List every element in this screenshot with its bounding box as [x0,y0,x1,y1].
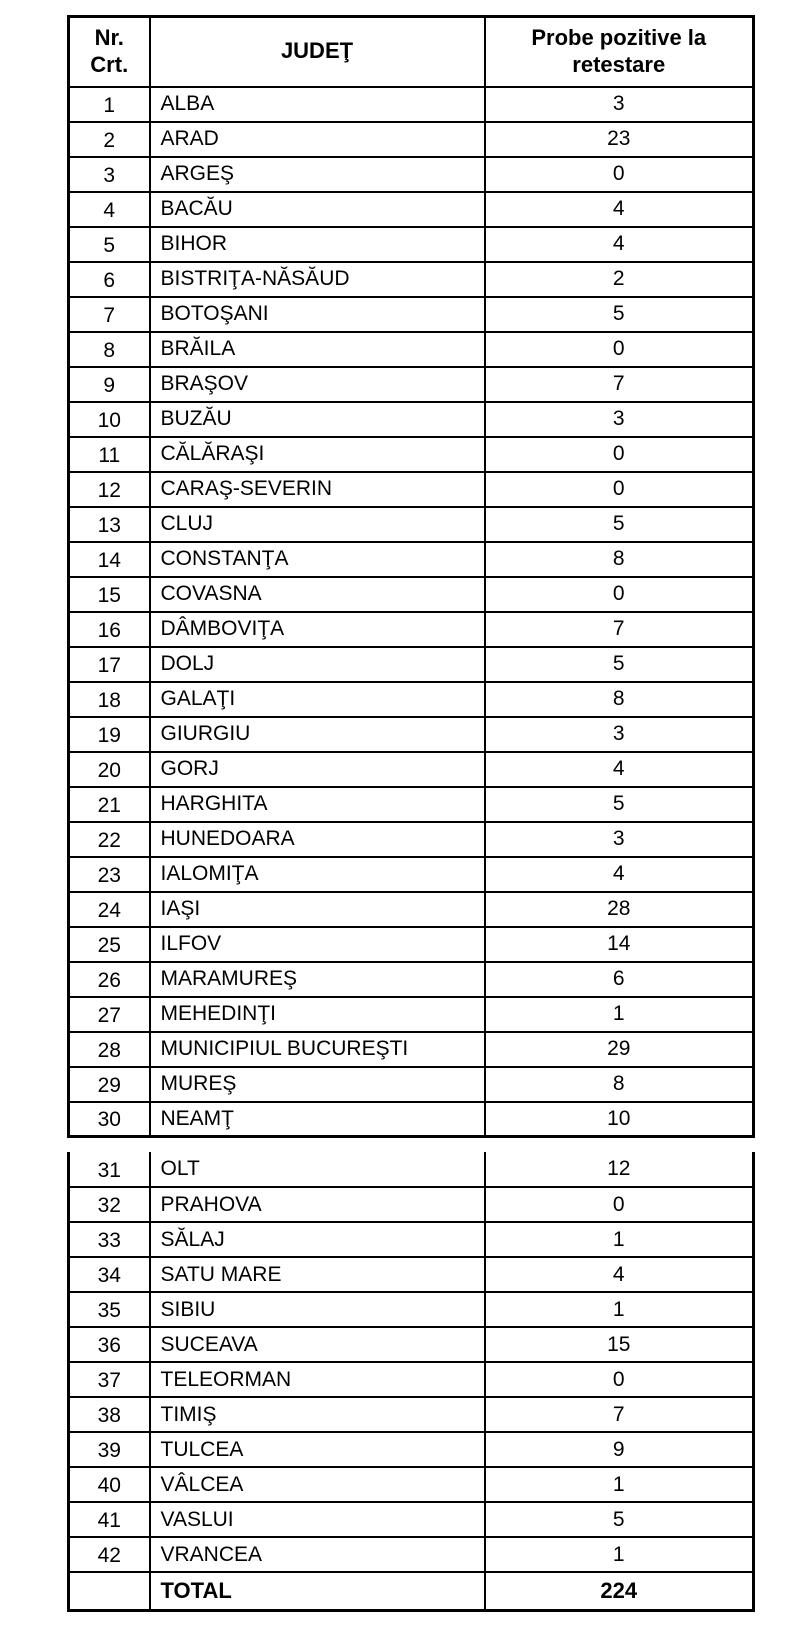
value-cell: 4 [485,1257,754,1292]
value-cell: 0 [485,157,754,192]
table-row [69,87,754,122]
row-number-cell: 28 [69,1032,150,1067]
total-label-cell: TOTAL [150,1572,485,1610]
value-cell: 1 [485,997,754,1032]
table-row [69,1537,754,1572]
value-cell: 1 [485,1467,754,1502]
county-cell: MARAMUREŞ [150,962,485,997]
county-cell: SUCEAVA [150,1327,485,1362]
county-cell: BIHOR [150,227,485,262]
row-number-cell: 1 [69,87,150,122]
county-cell: BRAŞOV [150,367,485,402]
county-cell: CONSTANŢA [150,542,485,577]
row-number-cell: 22 [69,822,150,857]
table-row [69,1067,754,1102]
county-cell: VRANCEA [150,1537,485,1572]
value-cell: 5 [485,1502,754,1537]
table-row [69,682,754,717]
row-number-cell: 27 [69,997,150,1032]
county-cell: CLUJ [150,507,485,542]
row-number-cell: 12 [69,472,150,507]
table-row [69,332,754,367]
value-cell: 0 [485,437,754,472]
value-cell: 0 [485,1187,754,1222]
county-cell: MUREŞ [150,1067,485,1102]
row-number-cell: 35 [69,1292,150,1327]
county-cell: PRAHOVA [150,1187,485,1222]
value-cell: 0 [485,472,754,507]
county-cell: BACĂU [150,192,485,227]
table-row [69,1327,754,1362]
county-cell: GALAŢI [150,682,485,717]
value-cell: 1 [485,1292,754,1327]
county-cell: OLT [150,1152,485,1187]
row-number-cell: 24 [69,892,150,927]
value-cell: 1 [485,1222,754,1257]
table-row [69,227,754,262]
row-number-cell: 26 [69,962,150,997]
table-row [69,1187,754,1222]
row-number-cell: 36 [69,1327,150,1362]
table-row [69,717,754,752]
table-row [69,752,754,787]
row-number-cell: 15 [69,577,150,612]
county-cell: HARGHITA [150,787,485,822]
value-cell: 5 [485,787,754,822]
county-cell: BUZĂU [150,402,485,437]
value-cell: 9 [485,1432,754,1467]
county-cell: ALBA [150,87,485,122]
row-number-cell: 17 [69,647,150,682]
table-row [69,122,754,157]
total-value-cell: 224 [485,1572,754,1610]
value-cell: 8 [485,542,754,577]
table-row [69,192,754,227]
county-cell: CARAŞ-SEVERIN [150,472,485,507]
county-cell: SĂLAJ [150,1222,485,1257]
row-number-cell: 38 [69,1397,150,1432]
table-row [69,787,754,822]
value-cell: 1 [485,1537,754,1572]
county-cell: MEHEDINŢI [150,997,485,1032]
county-cell: IALOMIŢA [150,857,485,892]
table-row [69,367,754,402]
row-number-cell: 25 [69,927,150,962]
value-cell: 2 [485,262,754,297]
table-row [69,1292,754,1327]
row-number-cell: 29 [69,1067,150,1102]
row-number-cell: 7 [69,297,150,332]
row-number-cell: 19 [69,717,150,752]
county-cell: HUNEDOARA [150,822,485,857]
row-number-cell: 33 [69,1222,150,1257]
table-row [69,857,754,892]
county-cell: SATU MARE [150,1257,485,1292]
row-number-cell: 14 [69,542,150,577]
county-cell: DÂMBOVIŢA [150,612,485,647]
county-cell: TELEORMAN [150,1362,485,1397]
table-row [69,1222,754,1257]
header-row [69,17,754,87]
table-row [69,1432,754,1467]
county-cell: BOTOŞANI [150,297,485,332]
county-cell: ARGEŞ [150,157,485,192]
row-number-cell: 16 [69,612,150,647]
value-cell: 7 [485,612,754,647]
value-cell: 0 [485,332,754,367]
county-cell: COVASNA [150,577,485,612]
value-cell: 3 [485,717,754,752]
row-number-cell: 23 [69,857,150,892]
county-cell: TULCEA [150,1432,485,1467]
value-cell: 5 [485,647,754,682]
county-cell: VASLUI [150,1502,485,1537]
table-row [69,997,754,1032]
header-nr-crt [69,17,150,87]
row-number-cell: 41 [69,1502,150,1537]
value-cell: 14 [485,927,754,962]
county-cell: DOLJ [150,647,485,682]
value-cell: 29 [485,1032,754,1067]
county-cell: TIMIŞ [150,1397,485,1432]
value-cell: 3 [485,822,754,857]
row-number-cell: 2 [69,122,150,157]
table-row [69,472,754,507]
header-nr-line1: Nr. [94,24,124,50]
table-row [69,542,754,577]
table-row [69,612,754,647]
county-cell: GIURGIU [150,717,485,752]
county-cell: IAŞI [150,892,485,927]
county-cell: NEAMŢ [150,1102,485,1137]
table-row [69,822,754,857]
table-row [69,1502,754,1537]
table-row [69,262,754,297]
table-row [69,1102,754,1137]
table-row [69,1257,754,1292]
county-cell: ILFOV [150,927,485,962]
table-row [69,1362,754,1397]
value-cell: 4 [485,857,754,892]
row-number-cell: 20 [69,752,150,787]
row-number-cell: 11 [69,437,150,472]
row-number-cell: 3 [69,157,150,192]
row-number-cell: 42 [69,1537,150,1572]
value-cell: 3 [485,87,754,122]
table-row [69,402,754,437]
value-cell: 6 [485,962,754,997]
row-number-cell: 5 [69,227,150,262]
table-part-1 [67,15,755,1138]
table-row [69,507,754,542]
value-cell: 3 [485,402,754,437]
row-number-cell: 39 [69,1432,150,1467]
value-cell: 7 [485,367,754,402]
value-cell: 5 [485,297,754,332]
value-cell: 7 [485,1397,754,1432]
row-number-cell: 21 [69,787,150,822]
row-number-cell: 10 [69,402,150,437]
table-row [69,1152,754,1187]
table-row [69,1467,754,1502]
table-part-2 [67,1152,755,1612]
table-row [69,577,754,612]
value-cell: 23 [485,122,754,157]
row-number-cell: 30 [69,1102,150,1137]
county-cell: GORJ [150,752,485,787]
value-cell: 0 [485,577,754,612]
county-cell: SIBIU [150,1292,485,1327]
value-cell: 5 [485,507,754,542]
table-row [69,962,754,997]
header-judet: JUDEŢ [150,17,485,87]
table-row [69,647,754,682]
table-row [69,437,754,472]
total-empty-cell [69,1572,150,1610]
table-row [69,1032,754,1067]
value-cell: 4 [485,752,754,787]
value-cell: 10 [485,1102,754,1137]
total-row [69,1572,754,1610]
county-cell: VÂLCEA [150,1467,485,1502]
row-number-cell: 13 [69,507,150,542]
table-row [69,892,754,927]
value-cell: 8 [485,682,754,717]
value-cell: 4 [485,227,754,262]
county-cell: BISTRIŢA-NĂSĂUD [150,262,485,297]
row-number-cell: 37 [69,1362,150,1397]
row-number-cell: 18 [69,682,150,717]
value-cell: 15 [485,1327,754,1362]
header-probe-pozitive: Probe pozitive la retestare [485,17,754,87]
row-number-cell: 9 [69,367,150,402]
county-cell: CĂLĂRAŞI [150,437,485,472]
row-number-cell: 4 [69,192,150,227]
row-number-cell: 32 [69,1187,150,1222]
row-number-cell: 31 [69,1152,150,1187]
county-cell: BRĂILA [150,332,485,367]
table-row [69,157,754,192]
county-cell: MUNICIPIUL BUCUREŞTI [150,1032,485,1067]
row-number-cell: 34 [69,1257,150,1292]
row-number-cell: 8 [69,332,150,367]
row-number-cell: 40 [69,1467,150,1502]
header-nr-line2: Crt. [90,51,129,77]
table-row [69,1397,754,1432]
value-cell: 4 [485,192,754,227]
value-cell: 12 [485,1152,754,1187]
county-retest-table [67,15,752,1612]
row-number-cell: 6 [69,262,150,297]
value-cell: 28 [485,892,754,927]
value-cell: 0 [485,1362,754,1397]
value-cell: 8 [485,1067,754,1102]
county-cell: ARAD [150,122,485,157]
table-row [69,297,754,332]
table-row [69,927,754,962]
